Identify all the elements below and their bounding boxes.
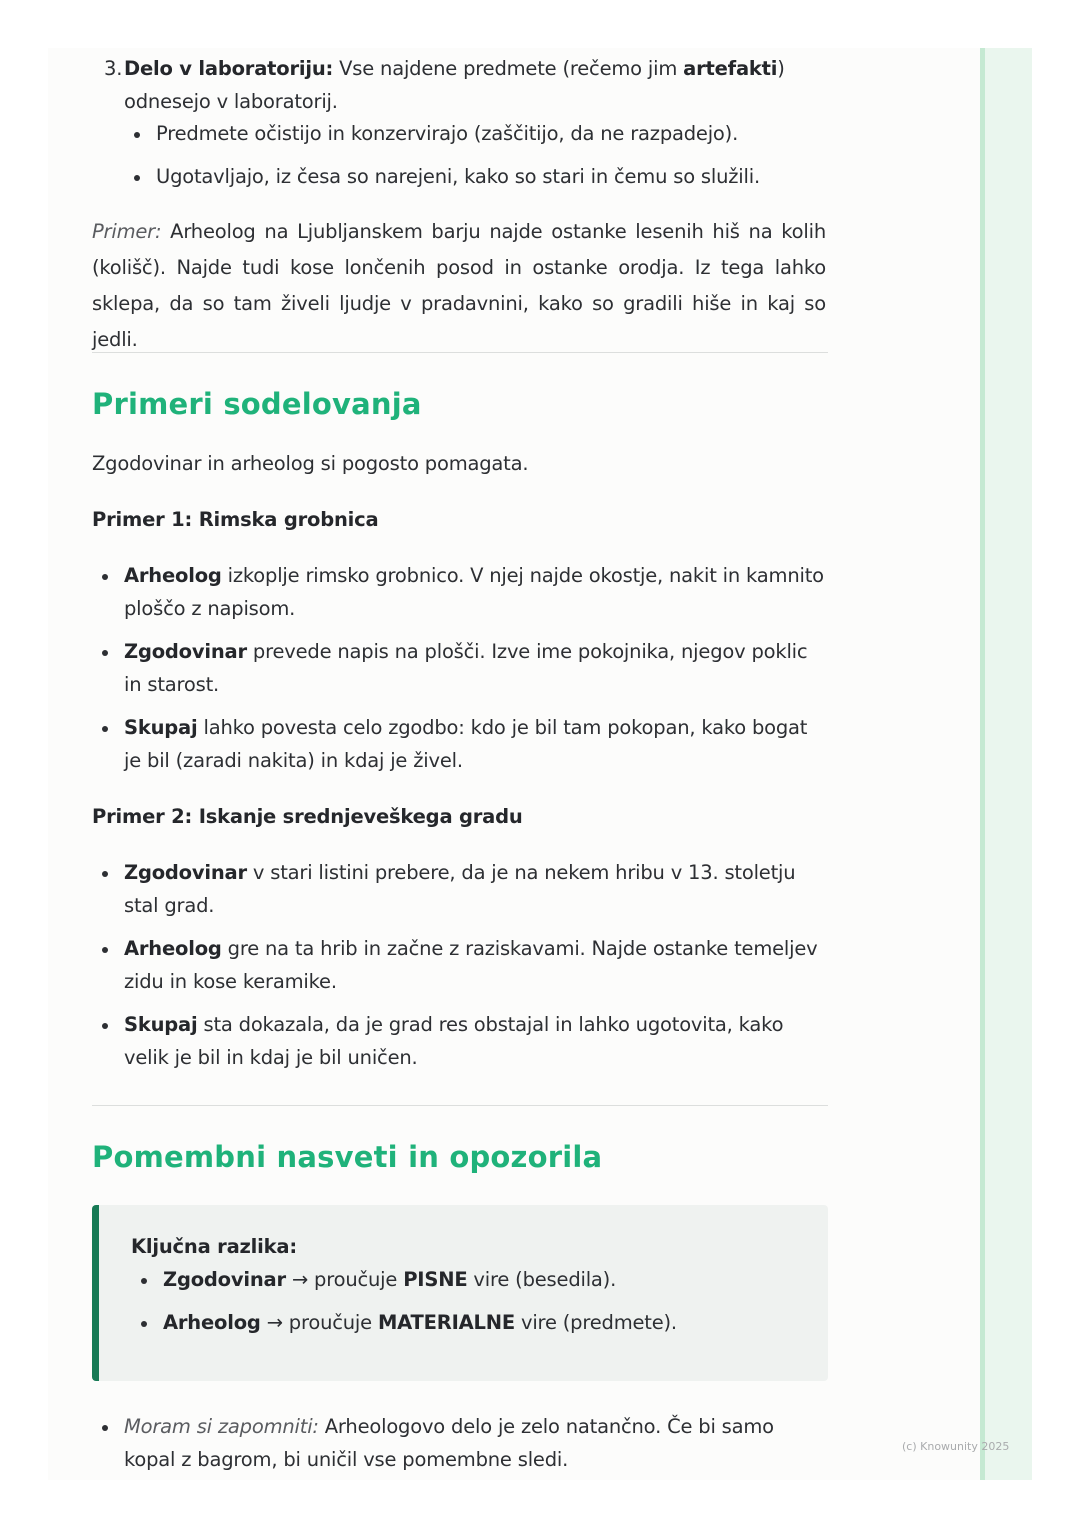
item-text: vire (besedila). <box>467 1268 617 1291</box>
example2-title: Primer 2: Iskanje srednjeveškega gradu <box>92 805 523 828</box>
example2-list <box>92 856 828 1074</box>
item-number: 3. <box>104 57 123 80</box>
item-text: vire (predmete). <box>515 1311 677 1334</box>
list-item: Predmete očistijo in konzervirajo (zaščitijo, da ne razpadejo). <box>124 117 824 150</box>
note-list <box>92 1410 828 1476</box>
example-label: Primer: <box>92 220 162 243</box>
list-item <box>92 1410 828 1476</box>
item-text: prevede napis na plošči. Izve ime pokojnika, njegov poklic in starost. <box>124 640 808 696</box>
list-item <box>92 635 828 701</box>
item-title: Delo v laboratoriju: <box>124 57 334 80</box>
item-text-b: ) odnesejo v laboratorij. <box>124 57 785 113</box>
list-item <box>92 1008 828 1074</box>
item-text: v stari listini prebere, da je na nekem hribu v 13. stoletju stal grad. <box>124 861 796 917</box>
list-item <box>92 559 828 625</box>
note-text: Arheologovo delo je zelo natančno. Če bi samo kopal z bagrom, bi uničil vse pomembne sledi. <box>124 1415 774 1471</box>
side-panel <box>980 48 1032 1480</box>
example-paragraph <box>92 214 826 358</box>
item-bold: Zgodovinar <box>163 1268 286 1291</box>
item-text: izkoplje rimsko grobnico. V njej najde okostje, nakit in kamnito ploščo z napisom. <box>124 564 824 620</box>
callout-title: Ključna razlika: <box>131 1235 297 1258</box>
item-bold: Arheolog <box>124 564 222 587</box>
callout-box <box>92 1205 828 1381</box>
list-item <box>131 1263 811 1296</box>
divider <box>92 352 828 353</box>
section-heading: Pomembni nasveti in opozorila <box>92 1140 603 1174</box>
example-text: Arheolog na Ljubljanskem barju najde ostanke lesenih hiš na kolih (kolišč). Najde tudi kose lončenih posod in ostanke orodja. Iz tega lahko sklepa, da so tam živeli ljudje v pradavnini, kako so gradili hiše in kaj so jedli. <box>92 220 826 351</box>
lab-bullets <box>124 117 824 193</box>
item-text: → proučuje <box>285 1268 404 1291</box>
example1-list <box>92 559 828 777</box>
item-text: gre na ta hrib in začne z raziskavami. Najde ostanke temeljev zidu in kose keramike. <box>124 937 818 993</box>
item-bold: Zgodovinar <box>124 861 247 884</box>
list-item: Ugotavljajo, iz česa so narejeni, kako so stari in čemu so služili. <box>124 160 824 193</box>
note-label: Moram si zapomniti: <box>124 1415 319 1438</box>
item-bold: Zgodovinar <box>124 640 247 663</box>
item-text: → proučuje <box>260 1311 378 1334</box>
list-item <box>131 1306 811 1339</box>
item-bold: Arheolog <box>163 1311 261 1334</box>
item-bold: PISNE <box>403 1268 468 1291</box>
list-item <box>92 932 828 998</box>
item-bold: Arheolog <box>124 937 222 960</box>
item-text: sta dokazala, da je grad res obstajal in lahko ugotovita, kako velik je bil in kdaj je bil uničen. <box>124 1013 784 1069</box>
item-text: lahko povesta celo zgodbo: kdo je bil tam pokopan, kako bogat je bil (zaradi nakita) in kdaj je živel. <box>124 716 808 772</box>
item-text <box>104 52 824 118</box>
section-heading: Primeri sodelovanja <box>92 387 422 421</box>
divider <box>92 1105 828 1106</box>
callout-list <box>131 1263 811 1339</box>
item-bold: Skupaj <box>124 716 198 739</box>
item-term: artefakti <box>683 57 778 80</box>
list-item <box>92 711 828 777</box>
example1-title: Primer 1: Rimska grobnica <box>92 508 379 531</box>
item-bold: Skupaj <box>124 1013 198 1036</box>
numbered-item-lab <box>104 52 824 118</box>
section-intro: Zgodovinar in arheolog si pogosto pomagata. <box>92 452 529 475</box>
list-item <box>92 856 828 922</box>
watermark: (c) Knowunity 2025 <box>902 1440 1010 1453</box>
item-bold: MATERIALNE <box>377 1311 515 1334</box>
item-text-a: Vse najdene predmete (rečemo jim <box>333 57 684 80</box>
